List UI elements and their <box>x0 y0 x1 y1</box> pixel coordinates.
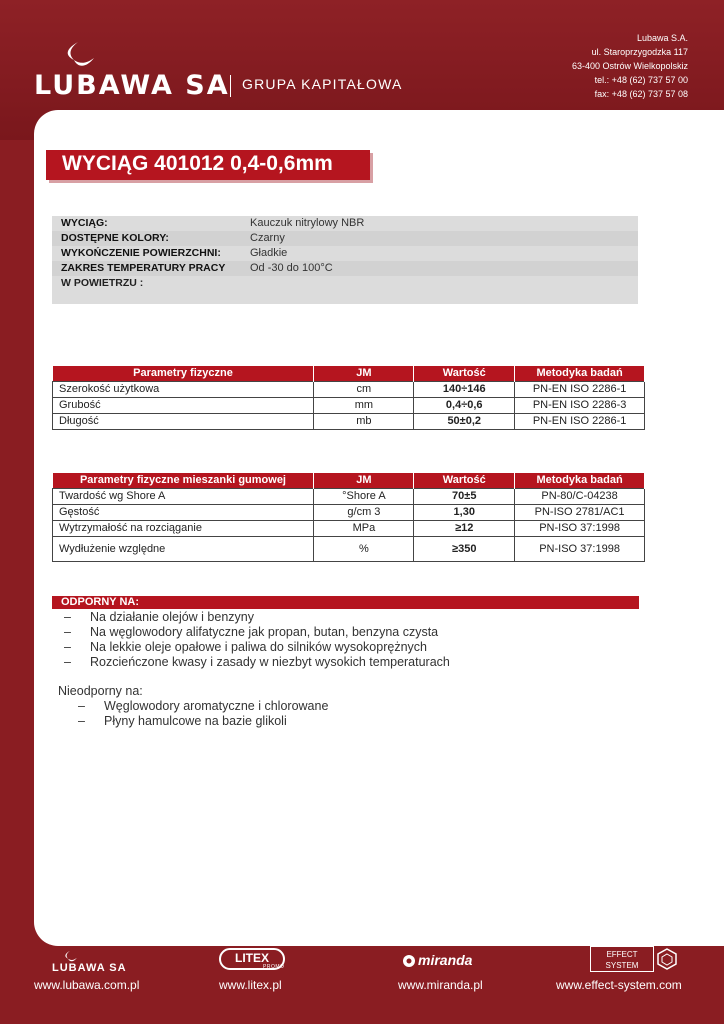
table-cell: Wydłużenie względne <box>53 536 314 561</box>
list-item <box>78 699 328 714</box>
table-cell: Gęstość <box>53 504 314 520</box>
table-cell: PN-EN ISO 2286-3 <box>515 397 645 413</box>
table-row <box>53 397 645 413</box>
footer-link-lubawa[interactable]: www.lubawa.com.pl <box>34 978 140 992</box>
spec-key: WYKOŃCZENIE POWIERZCHNI: <box>61 247 221 259</box>
list-item <box>78 714 328 729</box>
logo-wordmark: LUBAWA SA <box>34 70 230 101</box>
list-item <box>64 655 450 670</box>
footer-brand-name: LUBAWA SA <box>52 962 127 974</box>
column-header: Metodyka badań <box>515 366 645 381</box>
column-header: JM <box>314 473 414 488</box>
table-cell: mm <box>314 397 414 413</box>
litex-tag: PROMO <box>263 964 285 970</box>
table-row <box>53 488 645 504</box>
dash-bullet: – <box>64 625 71 639</box>
resistant-heading: ODPORNY NA: <box>52 596 639 609</box>
logo-swoosh-icon <box>56 40 96 72</box>
column-header: JM <box>314 366 414 381</box>
table-row <box>53 413 645 429</box>
footer-link-litex[interactable]: www.litex.pl <box>219 978 282 992</box>
spec-value: Czarny <box>250 232 285 244</box>
dash-bullet: – <box>64 655 71 669</box>
spec-key: DOSTĘPNE KOLORY: <box>61 232 169 244</box>
dash-bullet: – <box>64 640 71 654</box>
spec-key: WYCIĄG: <box>61 217 108 229</box>
list-item-text: Węglowodory aromatyczne i chlorowane <box>104 699 329 713</box>
column-header: Wartość <box>414 366 515 381</box>
table-cell: 0,4÷0,6 <box>414 397 515 413</box>
list-item-text: Na działanie olejów i benzyny <box>90 610 254 624</box>
column-header: Parametry fizyczne mieszanki gumowej <box>53 473 314 488</box>
spec-value: Kauczuk nitrylowy NBR <box>250 217 365 229</box>
footer-link-miranda[interactable]: www.miranda.pl <box>398 978 483 992</box>
miranda-flower-icon <box>402 954 416 968</box>
table-cell: cm <box>314 381 414 397</box>
table-row <box>53 504 645 520</box>
dash-bullet: – <box>78 714 85 728</box>
footer <box>0 946 724 1024</box>
table-cell: MPa <box>314 520 414 536</box>
company-street: ul. Staroprzygodzka 117 <box>591 47 688 57</box>
group-label: GRUPA KAPITAŁOWA <box>242 76 403 92</box>
table-cell: Wytrzymałość na rozciąganie <box>53 520 314 536</box>
table-cell: Twardość wg Shore A <box>53 488 314 504</box>
column-header: Wartość <box>414 473 515 488</box>
spec-value: Od -30 do 100°C <box>250 262 333 274</box>
page-title: WYCIĄG 401012 0,4-0,6mm <box>46 150 370 180</box>
spec-row <box>52 216 638 231</box>
litex-badge: LITEX <box>219 948 285 970</box>
dash-bullet: – <box>64 610 71 624</box>
table-cell: 1,30 <box>414 504 515 520</box>
table-cell: 50±0,2 <box>414 413 515 429</box>
non-resistant-list <box>78 699 328 729</box>
table-cell: mb <box>314 413 414 429</box>
list-item <box>64 610 450 625</box>
table-cell: PN-ISO 37:1998 <box>515 536 645 561</box>
table-cell: °Shore A <box>314 488 414 504</box>
list-item-text: Rozcieńczone kwasy i zasady w niezbyt wysokich temperaturach <box>90 655 450 669</box>
table-cell: 140÷146 <box>414 381 515 397</box>
logo-separator <box>230 75 231 97</box>
table-cell: g/cm 3 <box>314 504 414 520</box>
effect-hexagon-icon <box>656 948 678 970</box>
resistant-list <box>64 610 450 670</box>
table-cell: PN-80/C-04238 <box>515 488 645 504</box>
table-cell: Szerokość użytkowa <box>53 381 314 397</box>
table-cell: % <box>314 536 414 561</box>
spec-row <box>52 246 638 261</box>
spec-key: ZAKRES TEMPERATURY PRACY <box>61 262 226 274</box>
table-row <box>53 381 645 397</box>
column-header: Parametry fizyczne <box>53 366 314 381</box>
company-name: Lubawa S.A. <box>636 33 688 43</box>
company-city: 63-400 Ostrów Wielkopolskiz <box>571 61 688 71</box>
column-header: Metodyka badań <box>515 473 645 488</box>
effect-system-logo: EFFECT SYSTEM <box>590 946 654 972</box>
non-resistant-heading: Nieodporny na: <box>58 684 143 698</box>
lubawa-logo <box>34 40 414 100</box>
company-phone: tel.: +48 (62) 737 57 00 <box>594 75 688 85</box>
spec-value: Gładkie <box>250 247 288 259</box>
table-cell: 70±5 <box>414 488 515 504</box>
rubber-params-table <box>52 473 645 562</box>
spec-key-continuation: W POWIETRZU : <box>61 277 144 289</box>
table-header-row <box>53 473 645 488</box>
table-cell: PN-EN ISO 2286-1 <box>515 413 645 429</box>
spec-row <box>52 231 638 246</box>
list-item-text: Na węglowodory alifatyczne jak propan, butan, benzyna czysta <box>90 625 439 639</box>
footer-link-effect[interactable]: www.effect-system.com <box>556 978 682 992</box>
table-cell: Grubość <box>53 397 314 413</box>
company-address <box>572 31 688 101</box>
spec-row <box>52 261 638 276</box>
list-item <box>64 625 450 640</box>
miranda-wordmark: miranda <box>418 952 473 968</box>
list-item-text: Na lekkie oleje opałowe i paliwa do silników wysokoprężnych <box>90 640 427 654</box>
dash-bullet: – <box>78 699 85 713</box>
table-row <box>53 520 645 536</box>
table-cell: PN-ISO 37:1998 <box>515 520 645 536</box>
company-fax: fax: +48 (62) 737 57 08 <box>594 89 688 99</box>
table-header-row <box>53 366 645 381</box>
table-row <box>53 536 645 561</box>
spec-block <box>52 216 638 304</box>
table-cell: PN-EN ISO 2286-1 <box>515 381 645 397</box>
list-item <box>64 640 450 655</box>
list-item-text: Płyny hamulcowe na bazie glikoli <box>104 714 287 728</box>
table-cell: ≥350 <box>414 536 515 561</box>
table-cell: PN-ISO 2781/AC1 <box>515 504 645 520</box>
physical-params-table <box>52 366 645 430</box>
table-cell: ≥12 <box>414 520 515 536</box>
table-cell: Długość <box>53 413 314 429</box>
